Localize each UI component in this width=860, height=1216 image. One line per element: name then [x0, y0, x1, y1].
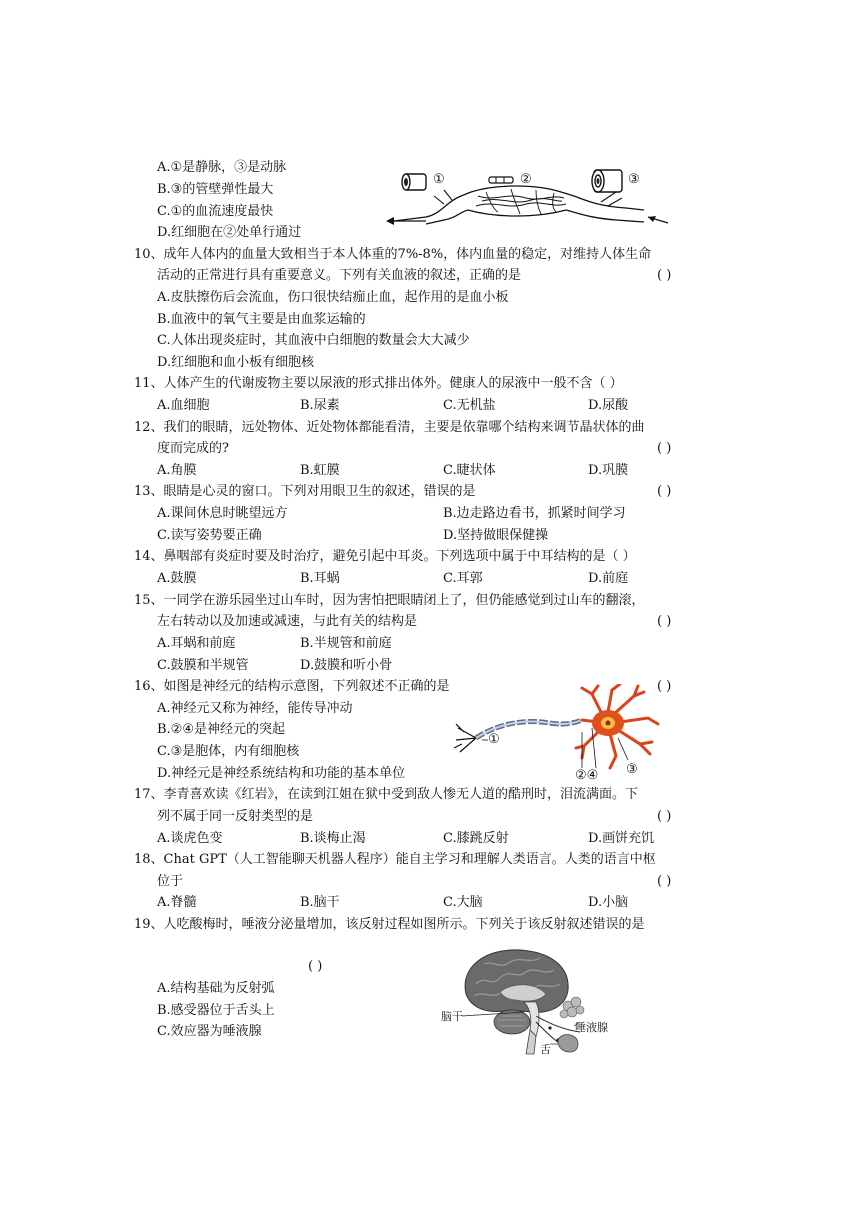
q15-option-c: C.鼓膜和半规管 — [157, 658, 249, 673]
q15-stem-line1: 15、一同学在游乐园坐过山车时，因为害怕把眼睛闭上了，但仍能感觉到过山车的翻滚， — [134, 593, 645, 608]
q19-option-a: A.结构基础为反射弧 — [157, 981, 275, 996]
q18-stem-line1: 18、Chat GPT（人工智能聊天机器人程序）能自主学习和理解人类语言。人类的语言中枢 — [134, 852, 656, 867]
q9-option-b: B.③的管壁弹性最大 — [157, 182, 274, 197]
q16-label-1: ① — [488, 732, 500, 747]
q17-option-b: B.谈梅止渴 — [300, 831, 366, 846]
q16-label-2-4: ②④ — [575, 768, 599, 783]
q10-option-a: A.皮肤擦伤后会流血，伤口很快结痂止血，起作用的是血小板 — [157, 290, 509, 305]
q15-option-d: D.鼓膜和听小骨 — [300, 658, 393, 673]
q11-option-d: D.尿酸 — [588, 398, 629, 413]
q13-stem: 13、眼睛是心灵的窗口。下列对用眼卫生的叙述，错误的是 — [134, 484, 476, 499]
q15-answer-paren: ( ) — [657, 614, 672, 629]
q17-stem-line2: 列不属于同一反射类型的是 — [157, 809, 314, 824]
q14-option-a: A.鼓膜 — [157, 571, 197, 586]
q10-answer-paren: ( ) — [657, 268, 672, 283]
q16-label-3: ③ — [626, 762, 638, 777]
q12-answer-paren: ( ) — [657, 441, 672, 456]
q9-option-a: A.①是静脉，③是动脉 — [157, 160, 287, 175]
q19-option-b: B.感受器位于舌头上 — [157, 1003, 275, 1018]
q9-label-1: ① — [433, 172, 445, 187]
q18-answer-paren: ( ) — [657, 874, 672, 889]
q10-option-d: D.红细胞和血小板有细胞核 — [157, 355, 315, 370]
q19-label-brainstem: 脑干 — [441, 1010, 463, 1023]
q18-option-d: D.小脑 — [588, 895, 629, 910]
q13-option-a: A.课间休息时眺望远方 — [157, 506, 288, 521]
q16-option-c: C.③是胞体，内有细胞核 — [157, 744, 300, 759]
q11-stem: 11、人体产生的代谢废物主要以尿液的形式排出体外。健康人的尿液中一般不含（ ） — [134, 376, 623, 391]
q19-answer-paren: ( ) — [308, 959, 323, 974]
q15-option-b: B.半规管和前庭 — [300, 636, 392, 651]
q19-label-salivary-gland: 唾液腺 — [575, 1021, 608, 1034]
q18-option-b: B.脑干 — [300, 895, 340, 910]
q16-option-a: A.神经元又称为神经，能传导冲动 — [157, 701, 353, 716]
q14-option-d: D.前庭 — [588, 571, 629, 586]
q19-stem: 19、人吃酸梅时，唾液分泌量增加，该反射过程如图所示。下列关于该反射叙述错误的是 — [134, 917, 645, 932]
q14-option-b: B.耳蜗 — [300, 571, 340, 586]
q12-stem-line1: 12、我们的眼睛，远处物体、近处物体都能看清，主要是依靠哪个结构来调节晶状体的曲 — [134, 420, 645, 435]
q12-option-b: B.虹膜 — [300, 463, 340, 478]
q9-option-c: C.①的血流速度最快 — [157, 204, 274, 219]
q13-option-c: C.读写姿势要正确 — [157, 528, 262, 543]
q11-option-a: A.血细胞 — [157, 398, 210, 413]
q14-option-c: C.耳郭 — [443, 571, 483, 586]
q18-stem-line2: 位于 — [157, 874, 184, 889]
q15-stem-line2: 左右转动以及加速或减速，与此有关的结构是 — [157, 614, 418, 629]
q9-label-3: ③ — [628, 172, 640, 187]
q10-option-b: B.血液中的氧气主要是由血浆运输的 — [157, 312, 366, 327]
q16-stem: 16、如图是神经元的结构示意图，下列叙述不正确的是 — [134, 679, 450, 694]
q16-answer-paren: ( ) — [657, 679, 672, 694]
q16-option-d: D.神经元是神经系统结构和功能的基本单位 — [157, 766, 406, 781]
q10-option-c: C.人体出现炎症时，其血液中白细胞的数量会大大减少 — [157, 333, 470, 348]
q17-option-d: D.画饼充饥 — [588, 831, 655, 846]
q17-answer-paren: ( ) — [657, 809, 672, 824]
brain-reflex-figure — [440, 944, 630, 1056]
q12-stem-line2: 度而完成的? — [157, 441, 229, 456]
q19-label-tongue: 舌 — [540, 1043, 551, 1056]
q9-option-d: D.红细胞在②处单行通过 — [157, 225, 302, 240]
q11-option-c: C.无机盐 — [443, 398, 496, 413]
q15-option-a: A.耳蜗和前庭 — [157, 636, 236, 651]
q17-stem-line1: 17、李青喜欢读《红岩》，在读到江姐在狱中受到敌人惨无人道的酷刑时，泪流满面。下 — [134, 787, 639, 802]
q13-option-d: D.坚持做眼保健操 — [443, 528, 549, 543]
q17-option-a: A.谈虎色变 — [157, 831, 223, 846]
q19-option-c: C.效应器为唾液腺 — [157, 1024, 262, 1039]
q12-option-d: D.巩膜 — [588, 463, 629, 478]
q9-label-2: ② — [520, 172, 532, 187]
q10-stem-line2: 活动的正常进行具有重要意义。下列有关血液的叙述，正确的是 — [157, 268, 522, 283]
q11-option-b: B.尿素 — [300, 398, 340, 413]
q12-option-c: C.睫状体 — [443, 463, 496, 478]
q12-option-a: A.角膜 — [157, 463, 197, 478]
q13-option-b: B.边走路边看书，抓紧时间学习 — [443, 506, 626, 521]
q18-option-a: A.脊髓 — [157, 895, 197, 910]
q16-option-b: B.②④是神经元的突起 — [157, 722, 285, 737]
q18-option-c: C.大脑 — [443, 895, 483, 910]
q14-stem: 14、鼻咽部有炎症时要及时治疗，避免引起中耳炎。下列选项中属于中耳结构的是（ ） — [134, 549, 636, 564]
q17-option-c: C.膝跳反射 — [443, 831, 509, 846]
q10-stem-line1: 10、成年人体内的血量大致相当于本人体重的7%-8%，体内血量的稳定，对维持人体生命 — [134, 247, 652, 262]
q13-answer-paren: ( ) — [657, 484, 672, 499]
